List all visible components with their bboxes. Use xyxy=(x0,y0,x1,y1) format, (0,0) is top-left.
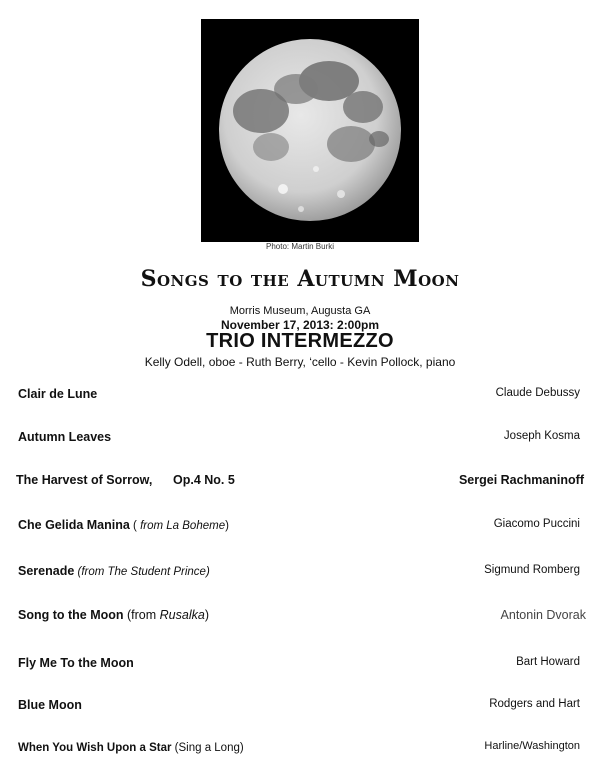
program-item xyxy=(0,608,600,626)
program-item xyxy=(0,740,600,758)
piece-note: ( from La Boheme) xyxy=(129,520,229,532)
piece-title: Fly Me To the Moon xyxy=(18,656,134,670)
piece-title: When You Wish Upon a Star xyxy=(18,742,172,754)
piece-note: (Sing a Long) xyxy=(171,742,244,754)
program-item xyxy=(0,564,600,582)
program-item xyxy=(0,518,600,536)
performers: Kelly Odell, oboe - Ruth Berry, ‘cello - Kevin Pollock, piano xyxy=(144,355,456,369)
composer: Rodgers and Hart xyxy=(489,698,580,710)
composer: Joseph Kosma xyxy=(503,430,580,442)
piece-note: (from Rusalka) xyxy=(123,608,209,622)
composer: Harline/Washington xyxy=(484,740,580,752)
program-item xyxy=(0,473,600,491)
concert-date: November 17, 2013: 2:00pm xyxy=(220,318,380,332)
program-item xyxy=(0,656,600,674)
composer: Antonin Dvorak xyxy=(500,608,586,622)
moon-photo xyxy=(201,19,419,242)
program-item xyxy=(0,698,600,716)
composer: Claude Debussy xyxy=(495,387,580,399)
photo-credit: Photo: Martin Burki xyxy=(265,242,335,251)
venue: Morris Museum, Augusta GA xyxy=(229,305,371,317)
concert-title: Songs to the Autumn Moon xyxy=(140,266,460,292)
piece-title: Che Gelida Manina xyxy=(18,518,130,532)
ensemble-name: TRIO INTERMEZZO xyxy=(206,330,394,352)
composer: Bart Howard xyxy=(516,656,580,668)
composer: Giacomo Puccini xyxy=(493,518,580,530)
composer: Sigmund Romberg xyxy=(484,564,580,576)
piece-title: Serenade xyxy=(18,564,75,578)
program-item xyxy=(0,430,600,448)
piece-title: Autumn Leaves xyxy=(18,430,112,444)
opus-number: Op.4 No. 5 xyxy=(173,473,235,487)
full-moon-icon xyxy=(201,19,419,242)
piece-title: Clair de Lune xyxy=(18,387,98,401)
piece-note: (from The Student Prince) xyxy=(77,566,210,578)
program-item xyxy=(0,387,600,405)
piece-title: Song to the Moon xyxy=(18,608,124,622)
piece-title: Blue Moon xyxy=(18,698,82,712)
piece-title: The Harvest of Sorrow, xyxy=(16,473,153,487)
composer: Sergei Rachmaninoff xyxy=(458,473,584,487)
